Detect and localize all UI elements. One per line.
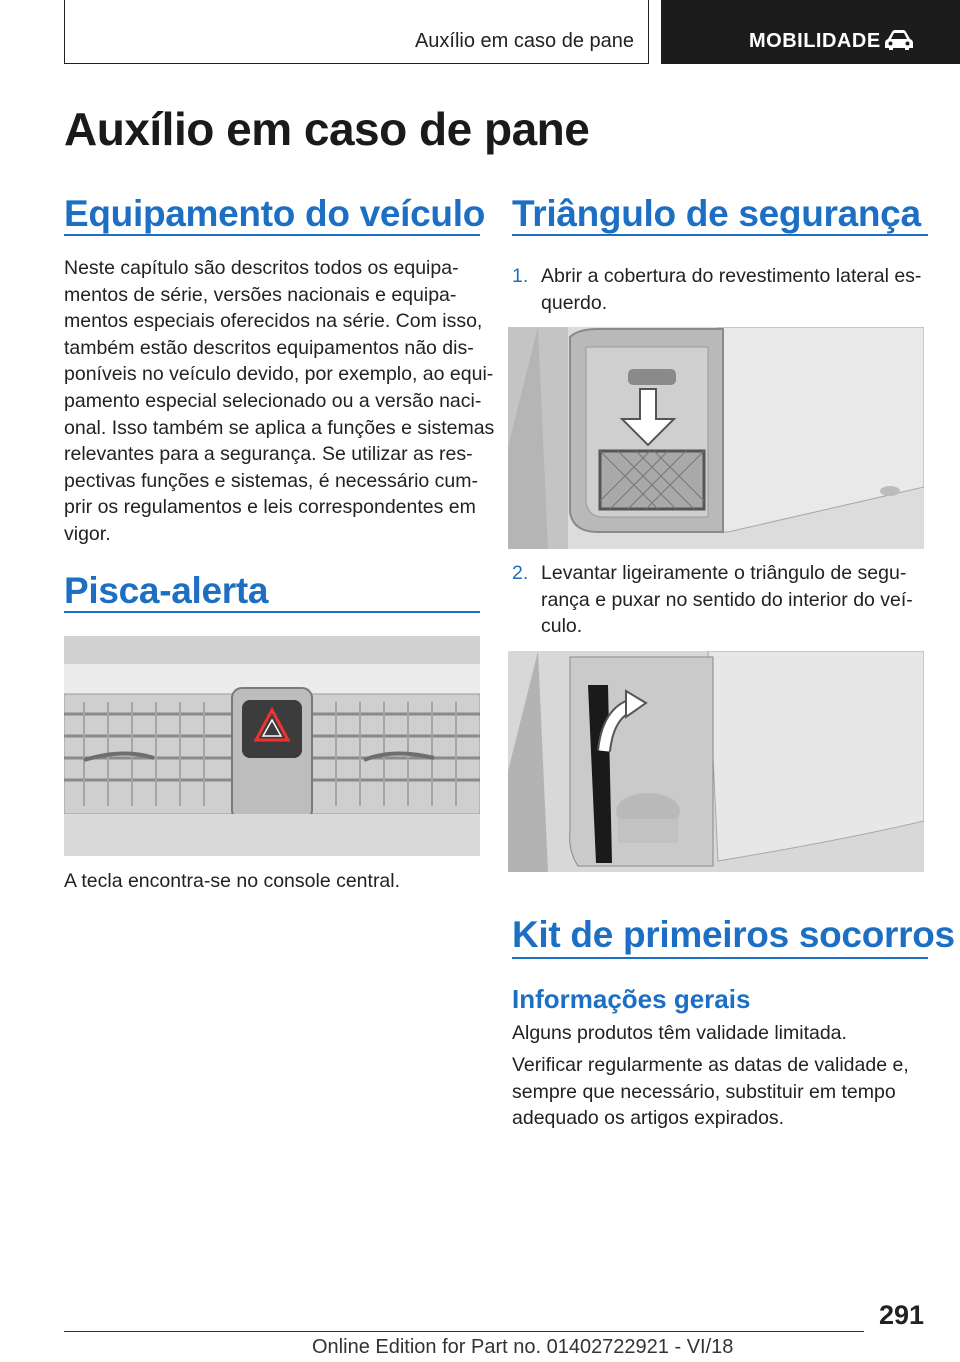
section-rule bbox=[512, 234, 928, 236]
text-line: sempre que necessário, substituir em tempo bbox=[512, 1080, 896, 1103]
text-line: poníveis no veículo devido, por exemplo, ao equi‐ bbox=[64, 363, 494, 386]
text-line: também estão descritos equipamentos não dis‐ bbox=[64, 336, 474, 359]
warning-triangle-photo bbox=[508, 651, 924, 872]
equipamento-paragraph bbox=[64, 255, 494, 548]
text-line: pectivas funções e sistemas, é necessário cum‐ bbox=[64, 469, 479, 492]
section-title-triangulo: Triângulo de segurança bbox=[512, 193, 921, 234]
section-rule bbox=[512, 957, 928, 959]
text-line: culo. bbox=[541, 615, 583, 638]
text-line: rança e puxar no sentido do interior do veí‐ bbox=[541, 588, 913, 611]
header-chapter-title: Auxílio em caso de pane bbox=[414, 30, 634, 52]
header-section-box bbox=[661, 0, 960, 64]
page-title: Auxílio em caso de pane bbox=[64, 103, 590, 155]
kit-paragraph-2 bbox=[512, 1052, 909, 1132]
hazard-switch-photo bbox=[64, 636, 480, 856]
header-section-label: MOBILIDADE bbox=[749, 30, 881, 52]
section-title-equipamento: Equipamento do veículo bbox=[64, 193, 485, 234]
text-line: onal. Isso também se aplica a funções e sistemas bbox=[64, 416, 495, 439]
kit-paragraph-1: Alguns produtos têm validade limitada. bbox=[512, 1022, 847, 1044]
section-title-pisca-alerta: Pisca-alerta bbox=[64, 570, 269, 611]
text-line: prir os regulamentos e leis correspondentes em bbox=[64, 496, 476, 519]
page-number: 291 bbox=[878, 1300, 924, 1330]
text-line: pamento especial selecionado ou a versão naci‐ bbox=[64, 389, 482, 412]
text-line: mentos especiais oferecidos na série. Com isso, bbox=[64, 310, 483, 333]
text-line: Verificar regularmente as datas de validade e, bbox=[512, 1054, 909, 1076]
text-line: Abrir a cobertura do revestimento lateral es‐ bbox=[541, 265, 922, 287]
text-line: querdo. bbox=[541, 291, 608, 314]
text-line: Levantar ligeiramente o triângulo de segu‐ bbox=[541, 562, 907, 584]
text-line: mentos de série, versões nacionais e equipa‐ bbox=[64, 283, 457, 306]
side-trim-cover-photo bbox=[508, 327, 924, 549]
text-line: vigor. bbox=[64, 522, 111, 545]
step-text bbox=[541, 560, 913, 640]
section-rule bbox=[64, 611, 480, 613]
footer-rule bbox=[64, 1331, 864, 1332]
subsection-title-informacoes: Informações gerais bbox=[512, 984, 751, 1014]
text-line: Neste capítulo são descritos todos os equipa‐ bbox=[64, 257, 459, 279]
car-icon bbox=[884, 29, 914, 51]
step-number: 1. bbox=[512, 265, 529, 287]
section-rule bbox=[64, 234, 480, 236]
text-line: relevantes para a segurança. Se utilizar as res‐ bbox=[64, 443, 473, 466]
step-text bbox=[541, 263, 921, 316]
header-chapter-box bbox=[64, 0, 649, 64]
pisca-caption: A tecla encontra-se no console central. bbox=[64, 870, 401, 892]
footer-edition: Online Edition for Part no. 01402722921 - VI/18 bbox=[312, 1336, 734, 1358]
step-number: 2. bbox=[512, 562, 529, 584]
section-title-kit: Kit de primeiros socorros bbox=[512, 914, 955, 955]
text-line: adequado os artigos expirados. bbox=[512, 1107, 785, 1130]
